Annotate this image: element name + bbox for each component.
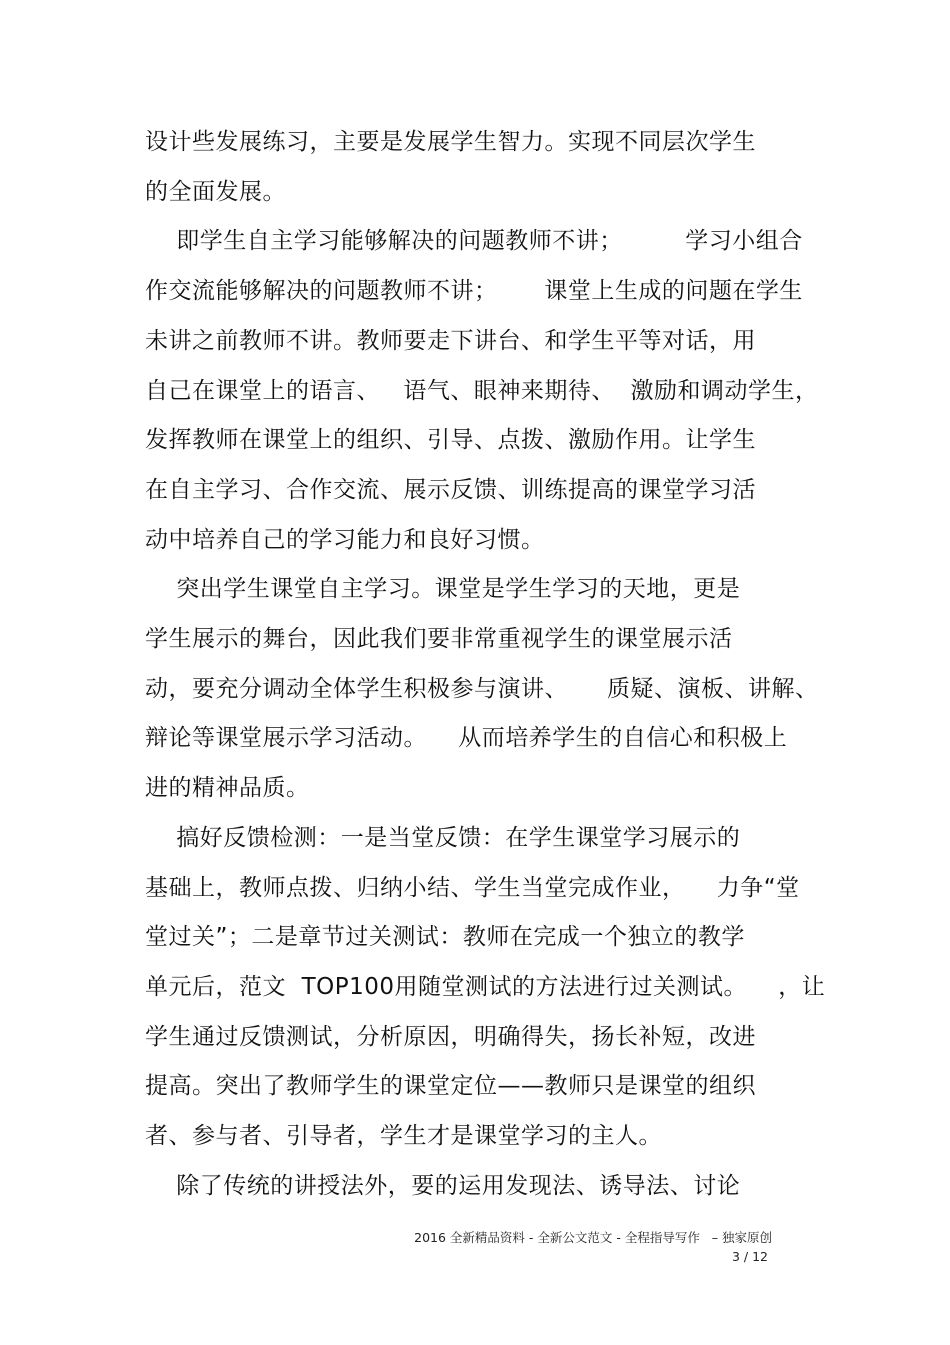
text-line: 提高。突出了教师学生的课堂定位——教师只是课堂的组织 [145,1073,756,1099]
text-line: 进的精神品质。 [145,775,310,801]
text-line: 单元后，范文 TOP100用随堂测试的方法进行过关测试。 ，让 [145,974,826,1000]
text-line: 搞好反馈检测：一是当堂反馈：在学生课堂学习展示的 [145,825,741,851]
text-line: 堂过关”；二是章节过关测试：教师在完成一个独立的教学 [145,924,745,950]
footer-text: 2016 全新精品资料 - 全新公文范文 - 全程指导写作 – 独家原创 [414,1230,772,1245]
text-line: 突出学生课堂自主学习。课堂是学生学习的天地，更是 [145,576,741,602]
text-line: 基础上，教师点拨、归纳小结、学生当堂完成作业， 力争“堂 [145,875,800,901]
text-line: 学生通过反馈测试，分析原因，明确得失，扬长补短，改进 [145,1024,756,1050]
page-number: 3 / 12 [731,1249,768,1264]
text-line: 发挥教师在课堂上的组织、引导、点拨、激励作用。让学生 [145,427,756,453]
text-line: 除了传统的讲授法外，要的运用发现法、诱导法、讨论 [145,1173,741,1199]
text-line: 动，要充分调动全体学生积极参与演讲、 质疑、演板、讲解、 [145,676,819,702]
text-line: 动中培养自己的学习能力和良好习惯。 [145,527,545,553]
text-line: 设计些发展练习，主要是发展学生智力。实现不同层次学生 [145,129,756,155]
text-line: 学生展示的舞台，因此我们要非常重视学生的课堂展示活 [145,626,733,652]
text-line: 者、参与者、引导者，学生才是课堂学习的主人。 [145,1123,662,1149]
text-line: 自己在课堂上的语言、 语气、眼神来期待、 激励和调动学生， [145,378,819,404]
text-line: 辩论等课堂展示学习活动。 从而培养学生的自信心和积极上 [145,725,788,751]
text-line: 在自主学习、合作交流、展示反馈、训练提高的课堂学习活 [145,477,756,503]
text-line: 未讲之前教师不讲。教师要走下讲台、和学生平等对话，用 [145,328,756,354]
text-line: 作交流能够解决的问题教师不讲； 课堂上生成的问题在学生 [145,278,803,304]
text-line: 即学生自主学习能够解决的问题教师不讲； 学习小组合 [145,228,803,254]
text-line: 的全面发展。 [145,179,286,205]
